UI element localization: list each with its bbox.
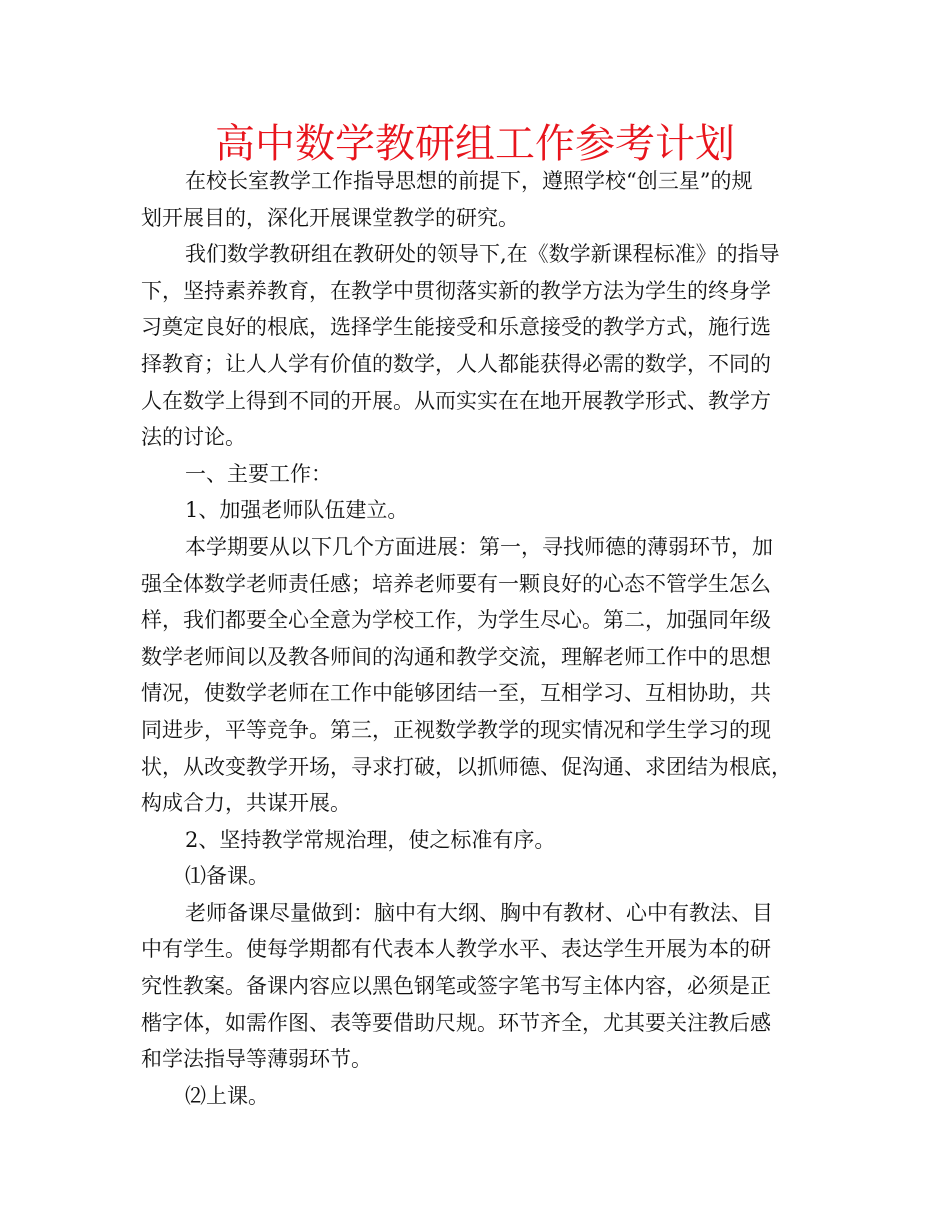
text-line: 老师备课尽量做到：脑中有大纲、胸中有教材、心中有教法、目: [185, 900, 773, 925]
text-line: 习奠定良好的根底，选择学生能接受和乐意接受的教学方式，施行选: [141, 315, 771, 340]
text-line: 划开展目的，深化开展课堂教学的研究。: [141, 205, 519, 230]
text-line: 和学法指导等薄弱环节。: [141, 1047, 372, 1072]
text-line: 1、加强老师队伍建立。: [185, 498, 409, 523]
text-line: 法的讨论。: [141, 425, 246, 450]
document-title: 高中数学教研组工作参考计划: [215, 121, 735, 167]
text-line: 情况，使数学老师在工作中能够团结一至，互相学习、互相协助，共: [141, 681, 771, 706]
text-line: 一、主要工作：: [185, 461, 332, 486]
text-line: 状，从改变教学开场，寻求打破，以抓师德、促沟通、求团结为根底，: [141, 754, 792, 779]
text-line: 下，坚持素养教育，在教学中贯彻落实新的教学方法为学生的终身学: [141, 278, 771, 303]
text-line: 楷字体，如需作图、表等要借助尺规。环节齐全，尤其要关注教后感: [141, 1010, 771, 1035]
text-line: 数学老师间以及教各师间的沟通和教学交流，理解老师工作中的思想: [141, 644, 771, 669]
text-line: 在校长室教学工作指导思想的前提下，遵照学校“创三星”的规: [185, 169, 753, 193]
text-line: 究性教案。备课内容应以黑色钢笔或签字笔书写主体内容，必须是正: [141, 974, 771, 999]
text-line: ⑵上课。: [185, 1083, 269, 1108]
text-line: 强全体数学老师责任感；培养老师要有一颗良好的心态不管学生怎么: [141, 571, 771, 596]
text-line: 中有学生。使每学期都有代表本人教学水平、表达学生开展为本的研: [141, 937, 771, 962]
text-line: 同进步，平等竞争。第三，正视数学教学的现实情况和学生学习的现: [141, 717, 771, 742]
text-line: 样，我们都要全心全意为学校工作，为学生尽心。第二，加强同年级: [141, 608, 771, 633]
text-line: 我们数学教研组在教研处的领导下,在《数学新课程标准》的指导: [185, 242, 780, 267]
text-line: 2、坚持教学常规治理，使之标准有序。: [185, 827, 556, 852]
text-line: 人在数学上得到不同的开展。从而实实在在地开展教学形式、教学方: [141, 388, 771, 413]
document-body: [141, 163, 821, 1114]
text-line: 本学期要从以下几个方面进展：第一，寻找师德的薄弱环节，加: [185, 534, 773, 559]
text-line: 择教育；让人人学有价值的数学，人人都能获得必需的数学，不同的: [141, 351, 771, 376]
text-line: 构成合力，共谋开展。: [141, 791, 351, 816]
text-line: ⑴备课。: [185, 864, 269, 889]
